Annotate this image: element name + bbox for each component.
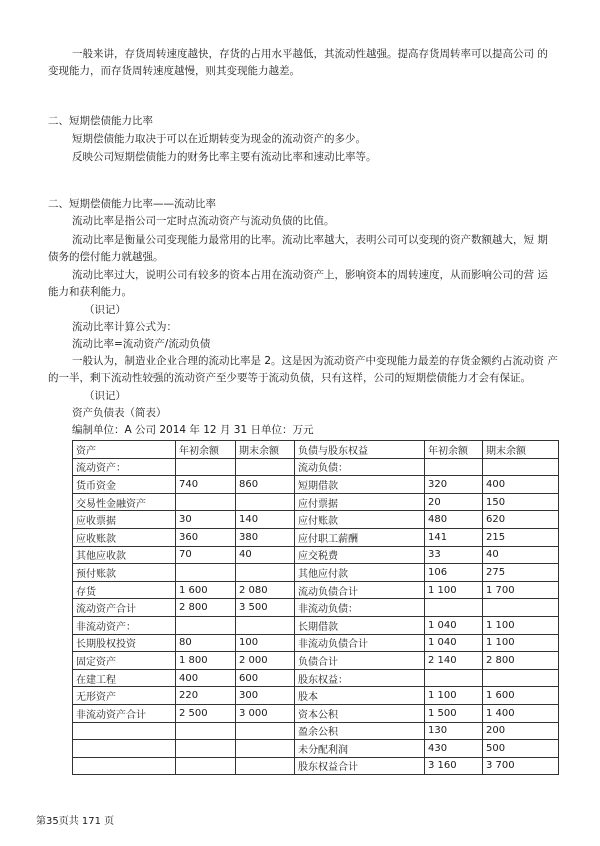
table-cell: 480	[425, 511, 483, 529]
paragraph: 流动比率是指公司一定时点流动资产与流动负债的比值。	[72, 215, 335, 227]
table-cell	[176, 458, 236, 476]
table-cell: 141	[425, 528, 483, 546]
table-cell: 1 100	[483, 634, 559, 652]
table-cell: 1 100	[483, 616, 559, 634]
table-cell: 应付职工薪酬	[295, 528, 425, 546]
table-cell: 40	[236, 546, 295, 564]
table-cell: 存货	[73, 581, 176, 599]
table-cell: 2 800	[176, 599, 236, 617]
table-cell: 无形资产	[73, 687, 176, 705]
table-cell: 3 700	[483, 757, 559, 775]
table-cell: 320	[425, 476, 483, 494]
table-cell: 40	[483, 546, 559, 564]
table-cell: 1 400	[483, 704, 559, 722]
table-cell: 1 800	[176, 652, 236, 670]
intro-paragraph: 一般来讲，存货周转速度越快，存货的占用水平越低，其流动性越强。提高存货周转率可以提高公司 的变现能力，而存货周转速度越慢，则其变现能力越差。	[48, 48, 548, 77]
table-cell: 流动负债：	[295, 458, 425, 476]
table-cell: 股本	[295, 687, 425, 705]
table-cell: 应交税费	[295, 546, 425, 564]
table-cell: 应收票据	[73, 511, 176, 529]
table-cell: 2 080	[236, 581, 295, 599]
table-cell	[236, 757, 295, 775]
table-cell	[73, 722, 176, 740]
table-cell: 1 700	[483, 581, 559, 599]
table-cell: 275	[483, 564, 559, 582]
header-cell: 期末余额	[236, 441, 295, 459]
table-cell: 2 000	[236, 652, 295, 670]
table-cell: 400	[176, 669, 236, 687]
table-row	[73, 634, 559, 652]
table-cell: 非流动资产：	[73, 616, 176, 634]
table-cell: 380	[236, 528, 295, 546]
page-footer: 第35页共 171 页	[36, 816, 115, 827]
table-cell	[483, 458, 559, 476]
table-cell: 3 500	[236, 599, 295, 617]
table-cell	[236, 740, 295, 758]
table-cell: 300	[236, 687, 295, 705]
table-cell: 应付票据	[295, 493, 425, 511]
table-cell: 130	[425, 722, 483, 740]
table-cell: 其他应收款	[73, 546, 176, 564]
table-row	[73, 599, 559, 617]
section-heading-current-ratio: 二、短期偿债能力比率——流动比率	[48, 198, 216, 210]
table-row	[73, 511, 559, 529]
table-row	[73, 669, 559, 687]
table-cell: 70	[176, 546, 236, 564]
table-cell: 其他应付款	[295, 564, 425, 582]
table-cell: 200	[483, 722, 559, 740]
table-cell: 应收账款	[73, 528, 176, 546]
table-row	[73, 476, 559, 494]
table-cell: 长期借款	[295, 616, 425, 634]
table-cell: 负债合计	[295, 652, 425, 670]
table-cell: 1 500	[425, 704, 483, 722]
table-row	[73, 458, 559, 476]
table-cell	[236, 564, 295, 582]
table-cell	[236, 458, 295, 476]
table-row	[73, 493, 559, 511]
header-cell: 年初余额	[176, 441, 236, 459]
paragraph: 短期偿债能力取决于可以在近期转变为现金的流动资产的多少。	[72, 133, 366, 145]
table-cell: 740	[176, 476, 236, 494]
table-row	[73, 687, 559, 705]
table-cell: 非流动负债合计	[295, 634, 425, 652]
table-cell	[176, 740, 236, 758]
table-cell: 货币资金	[73, 476, 176, 494]
note-label: （识记）	[84, 304, 126, 316]
table-cell: 短期借款	[295, 476, 425, 494]
table-cell: 33	[425, 546, 483, 564]
table-cell: 150	[483, 493, 559, 511]
table-cell: 应付账款	[295, 511, 425, 529]
formula: 流动比率=流动资产/流动负债	[72, 338, 211, 350]
table-cell	[176, 493, 236, 511]
table-cell	[425, 669, 483, 687]
table-row	[73, 722, 559, 740]
table-cell: 3 000	[236, 704, 295, 722]
balance-sheet-table	[72, 440, 559, 775]
table-cell: 交易性金融资产	[73, 493, 176, 511]
table-cell: 140	[236, 511, 295, 529]
table-cell: 2 500	[176, 704, 236, 722]
table-caption: 编制单位：A 公司 2014 年 12 月 31 日单位：万元	[72, 424, 314, 436]
paragraph: 流动比率过大，说明公司有较多的资本占用在流动资产上，影响资本的周转速度，从而影响公司的营 运能力和获利能力。	[48, 269, 548, 298]
table-cell: 流动负债合计	[295, 581, 425, 599]
formula-label: 流动比率计算公式为：	[72, 321, 177, 333]
table-row	[73, 564, 559, 582]
table-cell: 2 140	[425, 652, 483, 670]
table-cell: 215	[483, 528, 559, 546]
table-row	[73, 581, 559, 599]
table-cell	[176, 616, 236, 634]
table-cell: 400	[483, 476, 559, 494]
paragraph: 流动比率是衡量公司变现能力最常用的比率。流动比率越大，表明公司可以变现的资产数额越大，短 期债务的偿付能力就越强。	[48, 234, 548, 263]
header-cell: 年初余额	[425, 441, 483, 459]
table-cell	[236, 722, 295, 740]
table-cell	[483, 669, 559, 687]
table-cell: 非流动负债：	[295, 599, 425, 617]
table-row	[73, 528, 559, 546]
table-cell	[176, 722, 236, 740]
table-cell: 30	[176, 511, 236, 529]
table-cell: 360	[176, 528, 236, 546]
table-cell: 600	[236, 669, 295, 687]
table-cell: 1 600	[176, 581, 236, 599]
table-cell: 流动资产：	[73, 458, 176, 476]
table-cell: 1 100	[425, 687, 483, 705]
table-cell	[483, 599, 559, 617]
table-row	[73, 704, 559, 722]
table-cell: 股东权益合计	[295, 757, 425, 775]
table-cell: 盈余公积	[295, 722, 425, 740]
table-cell: 资本公积	[295, 704, 425, 722]
table-cell: 500	[483, 740, 559, 758]
table-cell: 未分配利润	[295, 740, 425, 758]
table-cell: 1 600	[483, 687, 559, 705]
table-cell	[73, 740, 176, 758]
header-cell: 资产	[73, 441, 176, 459]
table-cell: 20	[425, 493, 483, 511]
table-row	[73, 616, 559, 634]
table-cell: 620	[483, 511, 559, 529]
section-heading-short-term-solvency: 二、短期偿债能力比率	[48, 115, 153, 127]
table-cell	[176, 757, 236, 775]
table-cell	[176, 564, 236, 582]
table-cell: 106	[425, 564, 483, 582]
table-cell: 430	[425, 740, 483, 758]
table-cell: 非流动资产合计	[73, 704, 176, 722]
table-row	[73, 546, 559, 564]
table-cell	[425, 458, 483, 476]
table-cell: 220	[176, 687, 236, 705]
paragraph: 反映公司短期偿债能力的财务比率主要有流动比率和速动比率等。	[72, 151, 377, 163]
table-cell	[425, 599, 483, 617]
table-cell: 在建工程	[73, 669, 176, 687]
table-row	[73, 740, 559, 758]
table-cell: 长期股权投资	[73, 634, 176, 652]
table-row	[73, 652, 559, 670]
header-cell: 负债与股东权益	[295, 441, 425, 459]
table-cell: 固定资产	[73, 652, 176, 670]
paragraph: 一般认为，制造业企业合理的流动比率是 2。这是因为流动资产中变现能力最差的存货金额约占流动资 产的一半，剩下流动性较强的流动资产至少要等于流动负债，只有这样，公司的短期偿债能力才会有保证。	[48, 355, 558, 384]
table-cell	[236, 493, 295, 511]
table-cell: 80	[176, 634, 236, 652]
table-row	[73, 757, 559, 775]
table-cell: 2 800	[483, 652, 559, 670]
table-cell: 预付账款	[73, 564, 176, 582]
table-title: 资产负债表（简表）	[72, 407, 167, 419]
table-cell	[73, 757, 176, 775]
table-cell: 流动资产合计	[73, 599, 176, 617]
table-cell: 1 100	[425, 581, 483, 599]
note-label: （识记）	[84, 390, 126, 402]
table-cell: 1 040	[425, 634, 483, 652]
table-cell: 860	[236, 476, 295, 494]
table-cell: 股东权益：	[295, 669, 425, 687]
table-header-row	[73, 441, 559, 459]
table-cell: 3 160	[425, 757, 483, 775]
table-cell: 1 040	[425, 616, 483, 634]
header-cell: 期末余额	[483, 441, 559, 459]
table-cell	[236, 616, 295, 634]
table-cell: 100	[236, 634, 295, 652]
